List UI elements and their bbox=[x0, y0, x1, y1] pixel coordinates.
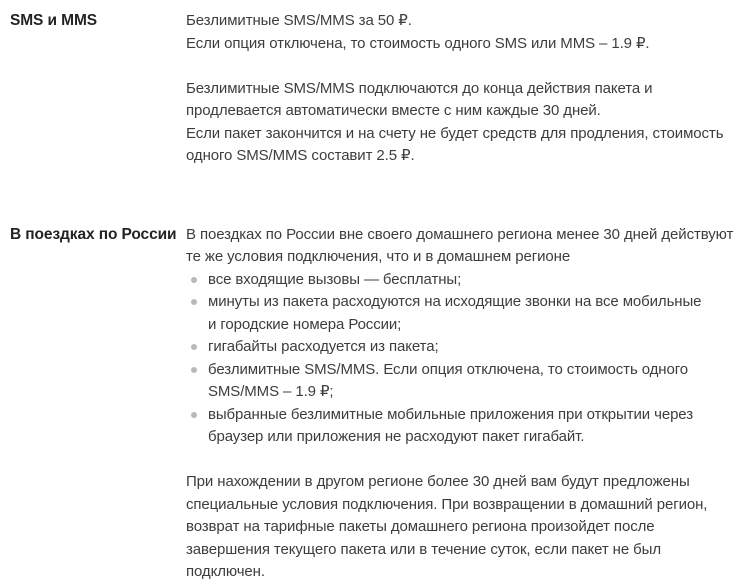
paragraph bbox=[186, 10, 741, 55]
text-line: SMS/MMS – 1.9 ₽; bbox=[208, 383, 334, 400]
text-line: гигабайты расходуется из пакета; bbox=[208, 338, 439, 355]
bullet-column bbox=[186, 269, 208, 283]
text-line: подключен. bbox=[186, 563, 265, 580]
text-line: продлевается автоматически вместе с ним каждые 30 дней. bbox=[186, 102, 601, 119]
text-line: В поездках по России вне своего домашнего региона менее 30 дней действуют bbox=[186, 225, 734, 243]
text-line: Безлимитные SMS/MMS подключаются до конца действия пакета и bbox=[186, 79, 653, 97]
text-line: безлимитные SMS/MMS. Если опция отключена, то стоимость одного bbox=[208, 360, 688, 378]
bullet-icon bbox=[191, 277, 197, 283]
paragraph bbox=[186, 471, 741, 584]
text-line: Безлимитные SMS/MMS за 50 ₽. bbox=[186, 12, 412, 29]
bullet-icon bbox=[191, 412, 197, 418]
bullet-icon bbox=[191, 344, 197, 350]
bullet-icon bbox=[191, 367, 197, 373]
list-item bbox=[186, 336, 741, 359]
list-item-text bbox=[208, 404, 741, 449]
list-item bbox=[186, 269, 741, 292]
bullet-list bbox=[186, 269, 741, 449]
text-line: специальные условия подключения. При возвращении в домашний регион, bbox=[186, 495, 708, 513]
sections-container bbox=[10, 10, 741, 584]
text-line: браузер или приложения не расходуют пакет гигабайт. bbox=[208, 428, 585, 445]
text-line: и городские номера России; bbox=[208, 315, 402, 333]
text-line: выбранные безлимитные мобильные приложения при открытии через bbox=[208, 405, 693, 423]
list-item bbox=[186, 359, 741, 404]
list-item-text bbox=[208, 359, 741, 404]
text-line: те же условия подключения, что и в домашнем регионе bbox=[186, 248, 571, 265]
text-line: При нахождении в другом регионе более 30 дней вам будут предложены bbox=[186, 473, 690, 490]
text-line: все входящие вызовы — бесплатны; bbox=[208, 270, 462, 288]
bullet-column bbox=[186, 404, 208, 418]
bullet-icon bbox=[191, 299, 197, 305]
text-line: Если опция отключена, то стоимость одного SMS или MMS – 1.9 ₽. bbox=[186, 34, 650, 52]
bullet-column bbox=[186, 359, 208, 373]
list-item-text bbox=[208, 291, 741, 336]
text-line: завершения текущего пакета или в течение суток, если пакет не был bbox=[186, 540, 661, 558]
text-line: возврат на тарифные пакеты домашнего региона произойдет после bbox=[186, 518, 655, 535]
section-row bbox=[10, 10, 741, 168]
text-line: одного SMS/MMS составит 2.5 ₽. bbox=[186, 147, 415, 164]
text-line: минуты из пакета расходуются на исходящие звонки на все мобильные bbox=[208, 293, 702, 310]
section-row bbox=[10, 224, 741, 584]
bullet-column bbox=[186, 336, 208, 350]
list-item-text bbox=[208, 336, 741, 359]
section-content bbox=[186, 224, 741, 584]
bullet-column bbox=[186, 291, 208, 305]
paragraph bbox=[186, 78, 741, 168]
list-item-text bbox=[208, 269, 741, 292]
section-content bbox=[186, 10, 741, 168]
list-item bbox=[186, 404, 741, 449]
section-label: В поездках по России bbox=[10, 225, 177, 243]
list-item bbox=[186, 291, 741, 336]
text-line: Если пакет закончится и на счету не будет средств для продления, стоимость bbox=[186, 124, 724, 142]
section-label: SMS и MMS bbox=[10, 12, 97, 29]
paragraph bbox=[186, 224, 741, 269]
